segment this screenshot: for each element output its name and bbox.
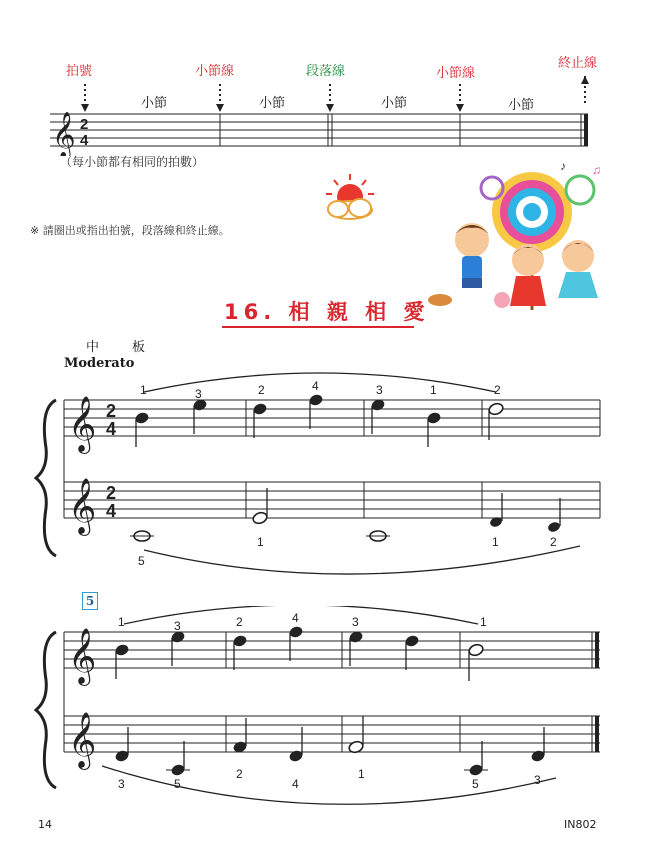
fingering: 3 <box>376 383 383 397</box>
half-note <box>488 402 505 416</box>
fingering: 5 <box>472 777 479 791</box>
music-system-1 <box>20 368 620 582</box>
legend-text: 段落線 <box>306 64 346 79</box>
arrow-down-icon <box>326 104 334 112</box>
fingering: 2 <box>494 383 501 397</box>
fingering: 1 <box>430 383 437 397</box>
fingering: 2 <box>258 383 265 397</box>
brace-icon <box>36 400 56 556</box>
legend-time-sig-bottom: 4 <box>80 132 89 149</box>
treble-clef-icon: 𝄞 <box>68 398 97 451</box>
time-sig: 4 <box>106 419 117 439</box>
note <box>135 412 149 425</box>
svg-text:♫: ♫ <box>592 163 601 177</box>
legend-staff <box>40 76 610 156</box>
page-number: 14 <box>38 818 52 831</box>
treble-clef-icon: 𝄞 <box>68 630 97 683</box>
legend-label-final-barline <box>558 52 597 71</box>
fingering: 3 <box>118 777 125 791</box>
legend-text: 小節線 <box>195 64 235 79</box>
svg-text:♪: ♪ <box>560 160 566 173</box>
book-code: IN802 <box>564 818 597 831</box>
fingering: 3 <box>174 619 181 633</box>
measure-word: 小節 <box>259 96 286 111</box>
fingering: 2 <box>236 767 243 781</box>
fingering: 1 <box>140 383 147 397</box>
measure-word: 小節 <box>381 96 408 111</box>
fingering: 5 <box>138 554 145 568</box>
measure-word: 小節 <box>141 96 168 111</box>
note <box>547 521 561 534</box>
fingering: 1 <box>492 535 499 549</box>
sun-cloud-illustration <box>320 172 390 227</box>
note <box>253 403 267 416</box>
legend-text: 小節線 <box>436 66 476 81</box>
fingering: 2 <box>550 535 557 549</box>
fingering: 4 <box>292 777 299 791</box>
fingering: 3 <box>352 615 359 629</box>
children-illustration <box>420 160 620 320</box>
measure-number: 5 <box>82 592 98 610</box>
note <box>427 412 441 425</box>
fingering: 1 <box>118 615 125 629</box>
brace-icon <box>36 632 56 788</box>
fingering: 3 <box>195 387 202 401</box>
song-title: 16. 相 親 相 愛 <box>224 300 430 324</box>
legend-text: 拍號 <box>66 64 93 79</box>
music-system-2 <box>20 606 620 812</box>
legend-note: （每小節都有相同的拍數） <box>60 155 205 169</box>
arrow-up-icon <box>581 76 589 84</box>
fingering: 4 <box>312 379 319 393</box>
treble-clef-icon: 𝄞 <box>68 714 97 767</box>
fingering: 1 <box>358 767 365 781</box>
fingering: 5 <box>174 777 181 791</box>
arrow-down-icon <box>216 104 224 112</box>
time-sig: 2 <box>106 483 117 503</box>
tempo-chinese: 中 板 <box>86 340 156 355</box>
slur <box>144 546 580 574</box>
fingering: 1 <box>480 615 487 629</box>
arrow-down-icon <box>456 104 464 112</box>
legend-text: 終止線 <box>558 56 598 71</box>
time-sig: 4 <box>106 501 117 521</box>
time-sig: 2 <box>106 401 117 421</box>
fingering: 2 <box>236 615 243 629</box>
fingering: 4 <box>292 611 299 625</box>
title-underline <box>222 326 414 328</box>
treble-clef-icon: 𝄞 <box>52 113 76 156</box>
note <box>309 394 323 407</box>
half-note <box>252 511 269 525</box>
arrow-down-icon <box>81 104 89 112</box>
legend-time-sig-top: 2 <box>80 116 89 133</box>
treble-clef-icon: 𝄞 <box>68 480 97 533</box>
fingering: 1 <box>257 535 264 549</box>
instruction-text: ※ 請圈出或指出拍號，段落線和終止線。 <box>30 224 230 237</box>
slur <box>102 766 556 804</box>
dotted-arrows <box>85 76 585 106</box>
tempo-english: Moderato <box>64 356 135 371</box>
measure-word: 小節 <box>508 98 535 113</box>
fingering: 3 <box>534 773 541 787</box>
